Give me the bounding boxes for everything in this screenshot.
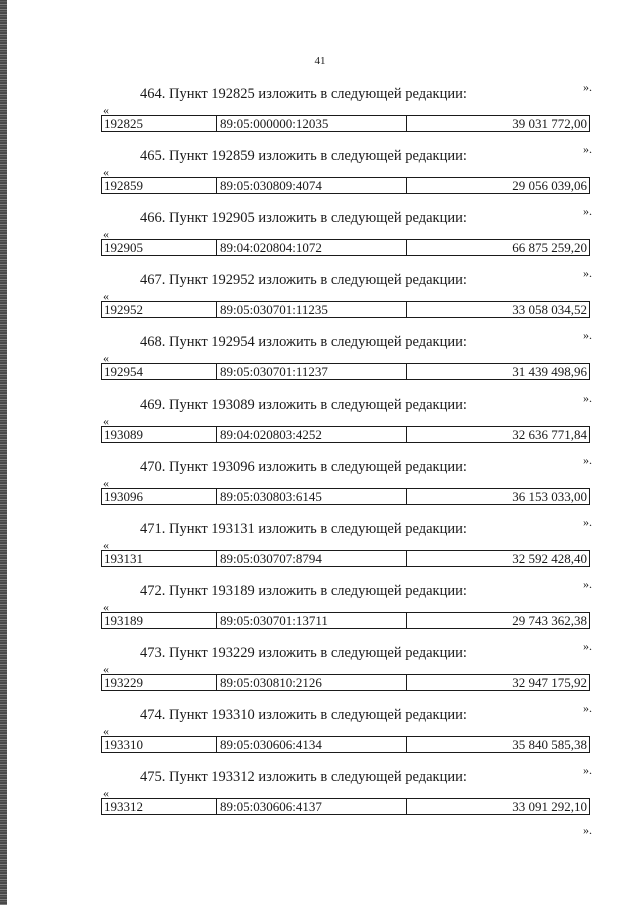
opening-quote: « xyxy=(103,351,109,366)
closing-quote: ». xyxy=(583,390,592,405)
cadastral-number: 89:05:030810:2126 xyxy=(217,675,407,690)
item-code: 192954 xyxy=(102,364,217,379)
closing-quote: ». xyxy=(583,823,592,837)
amendment-heading: 474. Пункт 193310 изложить в следующей редакции: xyxy=(140,707,467,723)
item-code: 192905 xyxy=(102,240,217,255)
item-code: 193089 xyxy=(102,427,217,442)
cadastral-number: 89:05:030701:11235 xyxy=(217,302,407,317)
cadastral-value: 33 091 292,10 xyxy=(512,799,587,815)
item-code: 192952 xyxy=(102,302,217,317)
amendment-heading: 468. Пункт 192954 изложить в следующей редакции: xyxy=(140,334,467,351)
amendment-block xyxy=(0,763,640,825)
item-code: 193096 xyxy=(102,489,217,504)
table-row xyxy=(101,177,590,194)
cadastral-value: 33 058 034,52 xyxy=(512,302,587,318)
opening-quote: « xyxy=(103,661,109,676)
item-code: 192859 xyxy=(102,178,217,193)
opening-quote: « xyxy=(103,289,109,304)
cadastral-value: 32 947 175,92 xyxy=(512,674,587,690)
closing-quote: ». xyxy=(583,452,592,467)
cadastral-number: 89:04:020804:1072 xyxy=(217,240,407,255)
amendment-heading: 475. Пункт 193312 изложить в следующей редакции: xyxy=(140,769,467,786)
item-code: 193189 xyxy=(102,613,217,628)
cadastral-value: 36 153 033,00 xyxy=(512,488,587,504)
item-code: 193312 xyxy=(102,799,217,814)
item-code: 192825 xyxy=(102,116,217,131)
amendment-block xyxy=(0,391,640,453)
closing-quote: ». xyxy=(583,266,592,281)
amendment-heading: 464. Пункт 192825 изложить в следующей редакции: xyxy=(140,86,467,102)
amendment-block xyxy=(0,701,640,763)
cadastral-value: 32 592 428,40 xyxy=(512,550,587,566)
cadastral-number: 89:05:030606:4134 xyxy=(217,737,407,752)
closing-quote: ». xyxy=(583,204,592,219)
closing-quote: ». xyxy=(583,514,592,529)
cadastral-value: 66 875 259,20 xyxy=(512,240,587,256)
closing-quote: ». xyxy=(583,328,592,343)
amendment-block xyxy=(0,266,640,328)
table-row xyxy=(101,736,590,753)
table-row xyxy=(101,550,590,567)
amendment-heading: 466. Пункт 192905 изложить в следующей редакции: xyxy=(140,210,467,227)
amendment-block xyxy=(0,639,640,701)
opening-quote: « xyxy=(103,786,109,801)
cadastral-number: 89:05:030809:4074 xyxy=(217,178,407,193)
amendment-block xyxy=(0,453,640,515)
opening-quote: « xyxy=(103,724,109,738)
item-code: 193310 xyxy=(102,737,217,752)
table-row xyxy=(101,426,590,443)
amendment-heading: 467. Пункт 192952 изложить в следующей редакции: xyxy=(140,272,467,289)
closing-quote: ». xyxy=(583,80,592,94)
closing-quote: ». xyxy=(583,638,592,653)
cadastral-number: 89:05:030803:6145 xyxy=(217,489,407,504)
opening-quote: « xyxy=(103,103,109,117)
item-code: 193229 xyxy=(102,675,217,690)
amendment-heading: 470. Пункт 193096 изложить в следующей редакции: xyxy=(140,458,467,475)
cadastral-value: 29 056 039,06 xyxy=(512,178,587,194)
table-row xyxy=(101,239,590,256)
amendment-heading: 472. Пункт 193189 изложить в следующей редакции: xyxy=(140,582,467,599)
table-row xyxy=(101,612,590,629)
closing-quote: ». xyxy=(583,576,592,591)
amendment-heading: 471. Пункт 193131 изложить в следующей редакции: xyxy=(140,520,467,537)
table-row xyxy=(101,674,590,691)
amendment-block xyxy=(0,577,640,639)
cadastral-number: 89:05:030701:11237 xyxy=(217,364,407,379)
amendment-heading: 465. Пункт 192859 изложить в следующей редакции: xyxy=(140,148,467,165)
page-number: 41 xyxy=(314,55,326,67)
opening-quote: « xyxy=(103,537,109,552)
amendment-block xyxy=(0,515,640,577)
opening-quote: « xyxy=(103,475,109,490)
cadastral-number: 89:05:000000:12035 xyxy=(217,116,407,131)
table-row xyxy=(101,301,590,318)
amendment-heading: 473. Пункт 193229 изложить в следующей редакции: xyxy=(140,644,467,661)
opening-quote: « xyxy=(103,413,109,428)
opening-quote: « xyxy=(103,599,109,614)
cadastral-value: 39 031 772,00 xyxy=(512,116,587,131)
cadastral-value: 29 743 362,38 xyxy=(512,612,587,628)
cadastral-number: 89:04:020803:4252 xyxy=(217,427,407,442)
cadastral-number: 89:05:030606:4137 xyxy=(217,799,407,814)
amendment-block xyxy=(0,142,640,204)
opening-quote: « xyxy=(103,165,109,180)
amendment-heading: 469. Пункт 193089 изложить в следующей редакции: xyxy=(140,396,467,413)
cadastral-value: 32 636 771,84 xyxy=(512,426,587,442)
cadastral-value: 31 439 498,96 xyxy=(512,364,587,380)
table-row xyxy=(101,798,590,815)
table-row xyxy=(101,488,590,505)
cadastral-number: 89:05:030707:8794 xyxy=(217,551,407,566)
opening-quote: « xyxy=(103,227,109,242)
amendment-block xyxy=(0,80,640,142)
closing-quote: ». xyxy=(583,763,592,778)
amendment-block xyxy=(0,204,640,266)
closing-quote: ». xyxy=(583,701,592,715)
item-code: 193131 xyxy=(102,551,217,566)
cadastral-number: 89:05:030701:13711 xyxy=(217,613,407,628)
table-row xyxy=(101,115,590,132)
cadastral-value: 35 840 585,38 xyxy=(512,737,587,752)
closing-quote: ». xyxy=(583,142,592,157)
amendment-block xyxy=(0,328,640,390)
table-row xyxy=(101,363,590,380)
